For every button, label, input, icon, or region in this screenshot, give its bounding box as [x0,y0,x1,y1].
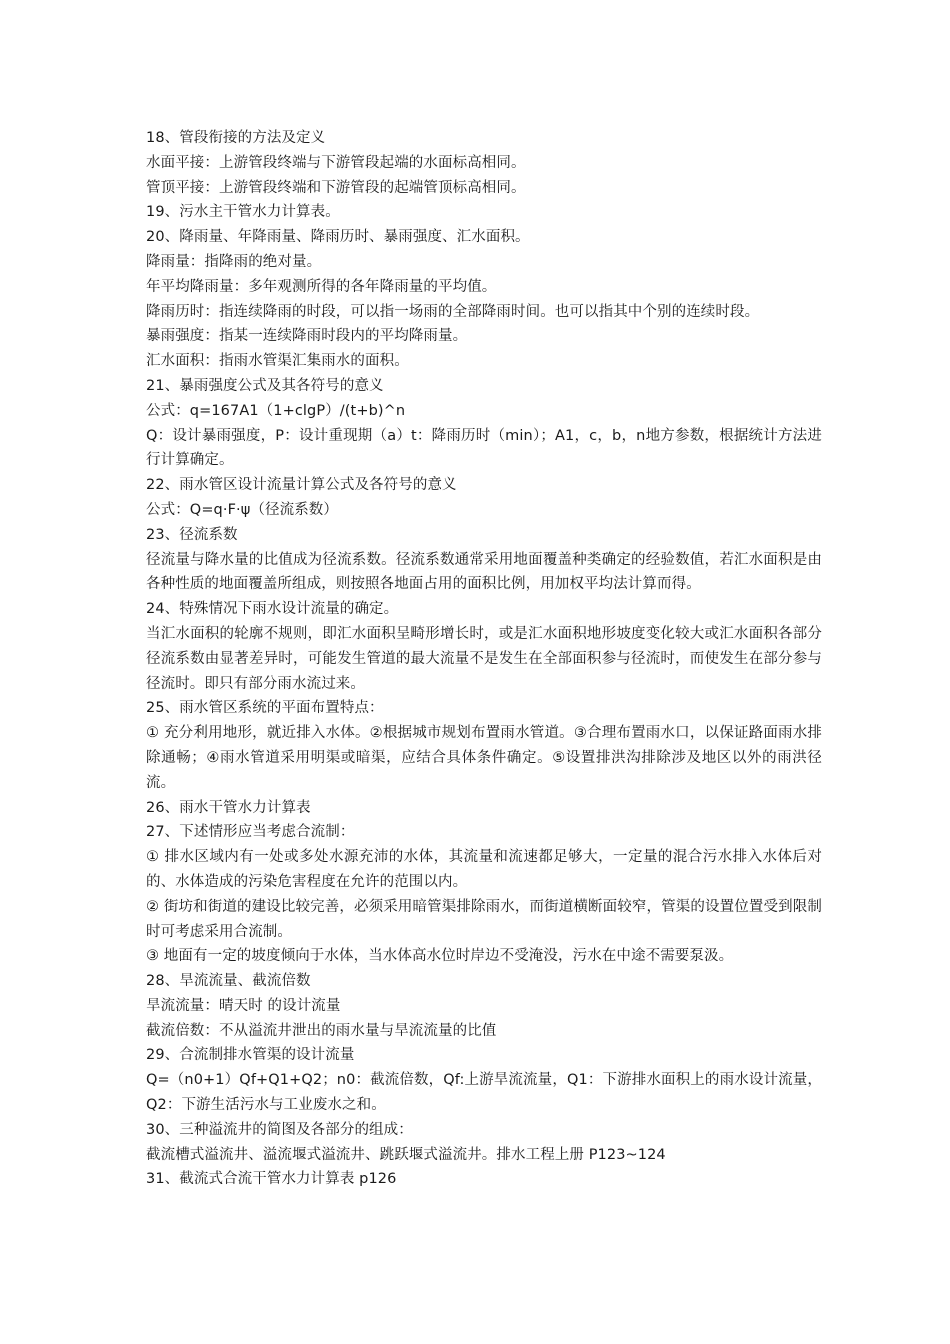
text-line: 28、旱流流量、截流倍数 [146,973,311,990]
text-line: 公式：q=167A1（1+clgP）/(t+b)^n [146,402,406,419]
text-line: 汇水面积：指雨水管渠汇集雨水的面积。 [146,353,409,370]
text-line: 21、暴雨强度公式及其各符号的意义 [146,377,384,394]
text-line: ③ 地面有一定的坡度倾向于水体，当水体高水位时岸边不受淹没，污水在中途不需要泵汲。 [146,948,734,965]
text-paragraph: 径流量与降水量的比值成为径流系数。径流系数通常采用地面覆盖种类确定的经验数值，若汇水面积是由各种性质的地面覆盖所组成，则按照各地面占用的面积比例，用加权平均法计算而得。 [146,551,822,593]
text-paragraph: ① 充分利用地形，就近排入水体。②根据城市规划布置雨水管道。③合理布置雨水口，以保证路面雨水排除通畅；④雨水管道采用明渠或暗渠，应结合具体条件确定。⑤设置排洪沟排除涉及地区以外的雨洪径流。 [146,725,822,791]
text-line: 暴雨强度：指某一连续降雨时段内的平均降雨量。 [146,328,468,345]
text-line: 26、雨水干管水力计算表 [146,799,311,816]
text-line: 管顶平接：上游管段终端和下游管段的起端管顶标高相同。 [146,179,526,196]
text-paragraph: Q=（n0+1）Qf+Q1+Q2；n0：截流倍数，Qf:上游旱流流量，Q1：下游排水面积上的雨水设计流量，Q2：下游生活污水与工业废水之和。 [146,1072,822,1114]
text-line: 24、特殊情况下雨水设计流量的确定。 [146,601,399,618]
text-line: 29、合流制排水管渠的设计流量 [146,1047,355,1064]
text-paragraph: ① 排水区域内有一处或多处水源充沛的水体，其流量和流速都足够大，一定量的混合污水排入水体后对的、水体造成的污染危害程度在允许的范围以内。 [146,849,822,890]
text-line: 公式：Q=q·F·ψ（径流系数） [146,501,338,518]
text-line: 水面平接：上游管段终端与下游管段起端的水面标高相同。 [146,154,526,171]
text-line: 23、径流系数 [146,526,238,543]
text-line: 22、雨水管区设计流量计算公式及各符号的意义 [146,477,457,494]
text-line: 年平均降雨量：多年观测所得的各年降雨量的平均值。 [146,278,497,295]
text-line: 降雨量：指降雨的绝对量。 [146,253,322,270]
text-line: 旱流流量：晴天时 的设计流量 [146,997,341,1014]
text-paragraph: Q：设计暴雨强度，P：设计重现期（a）t：降雨历时（min）；A1，c，b，n地方参数，根据统计方法进行计算确定。 [146,427,822,469]
text-line: 截流槽式溢流井、溢流堰式溢流井、跳跃堰式溢流井。排水工程上册 P123~124 [146,1146,666,1163]
text-paragraph: ② 街坊和街道的建设比较完善，必须采用暗管渠排除雨水，而街道横断面较窄，管渠的设置位置受到限制时可考虑采用合流制。 [146,898,822,940]
text-line: 31、截流式合流干管水力计算表 p126 [146,1171,397,1188]
text-line: 20、降雨量、年降雨量、降雨历时、暴雨强度、汇水面积。 [146,229,530,246]
text-line: 27、下述情形应当考虑合流制： [146,824,355,841]
text-line: 19、污水主干管水力计算表。 [146,204,340,221]
text-line: 截流倍数：不从溢流井泄出的雨水量与旱流流量的比值 [146,1022,497,1039]
text-line: 18、管段衔接的方法及定义 [146,130,326,146]
text-paragraph: 当汇水面积的轮廓不规则，即汇水面积呈畸形增长时，或是汇水面积地形坡度变化较大或汇水面积各部分径流系数由显著差异时，可能发生管道的最大流量不是发生在全部面积参与径流时，而使发生在部分参与径流时。即只有部分雨水流过来。 [146,625,822,692]
text-line: 降雨历时：指连续降雨的时段，可以指一场雨的全部降雨时间。也可以指其中个别的连续时段。 [146,303,760,320]
document-body [146,126,822,1192]
text-line: 25、雨水管区系统的平面布置特点： [146,700,384,717]
text-line: 30、三种溢流井的简图及各部分的组成： [146,1121,413,1138]
